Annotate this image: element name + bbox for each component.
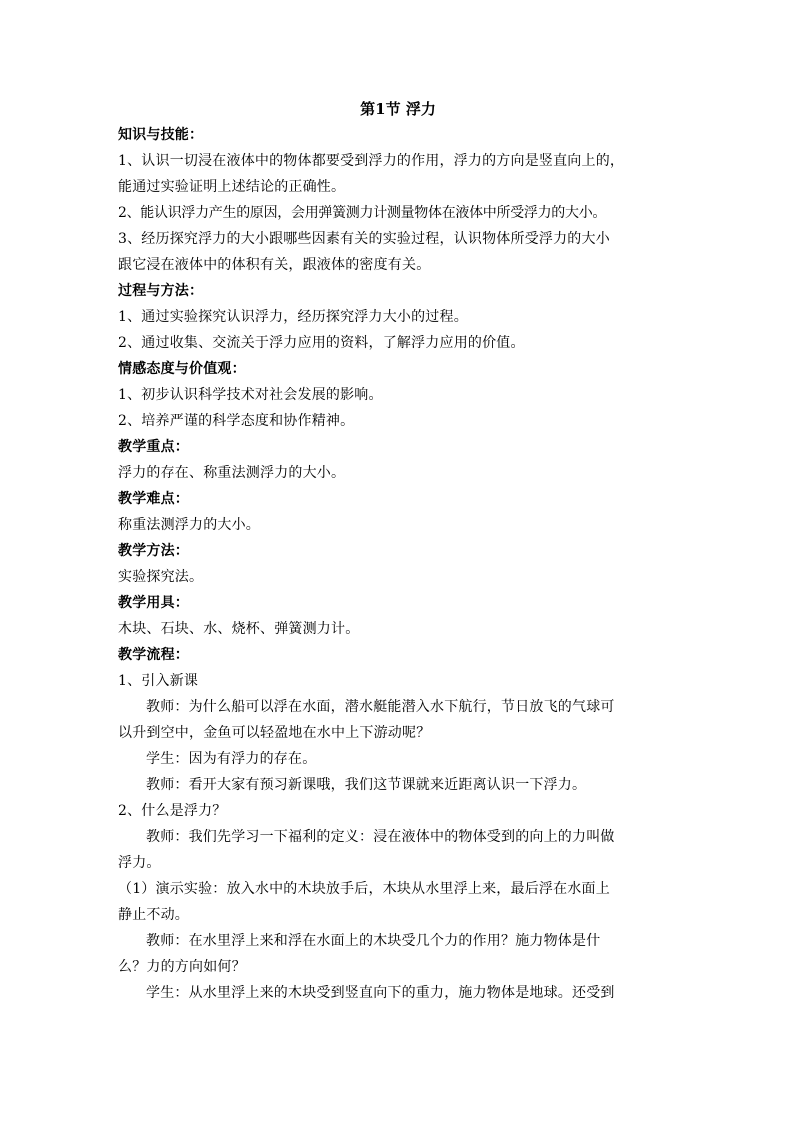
dialogue-line: 教师：为什么船可以浮在水面，潜水艇能潜入水下航行，节日放飞的气球可 [146,699,615,715]
section-heading: 过程与方法： [118,283,204,299]
body-line: 2、什么是浮力？ [118,803,227,819]
body-line: 2、通过收集、交流关于浮力应用的资料，了解浮力应用的价值。 [118,335,525,351]
dialogue-line: 教师：我们先学习一下福利的定义：浸在液体中的物体受到的向上的力叫做 [146,829,615,845]
body-line: 2、能认识浮力产生的原因，会用弹簧测力计测量物体在液体中所受浮力的大小。 [118,205,607,221]
dialogue-line: 学生：从水里浮上来的木块受到竖直向下的重力，施力物体是地球。还受到 [146,985,615,1001]
section-heading: 知识与技能： [118,127,204,143]
dialogue-line: 学生：因为有浮力的存在。 [146,751,317,767]
body-line: 称重法测浮力的大小。 [118,517,260,533]
body-line: 浮力的存在、称重法测浮力的大小。 [118,465,346,481]
document-title: 第1节 浮力 [360,100,436,118]
body-line: 2、培养严谨的科学态度和协作精神。 [118,413,355,429]
document-body [118,122,678,1006]
body-line: 么？力的方向如何？ [118,959,246,975]
body-line: 1、通过实验探究认识浮力，经历探究浮力大小的过程。 [118,309,468,325]
body-line: 以升到空中，金鱼可以轻盈地在水中上下游动呢？ [118,725,431,741]
body-line: 能通过实验证明上述结论的正确性。 [118,179,346,195]
dialogue-line: 教师：看开大家有预习新课哦，我们这节课就来近距离认识一下浮力。 [146,777,587,793]
body-line: 实验探究法。 [118,569,204,585]
dialogue-line: 教师：在水里浮上来和浮在水面上的木块受几个力的作用？施力物体是什 [146,933,601,949]
section-heading: 教学用具： [118,595,189,611]
section-heading: 教学流程： [118,647,189,663]
body-line: 1、认识一切浸在液体中的物体都要受到浮力的作用，浮力的方向是竖直向上的， [118,153,625,169]
body-line: 1、初步认识科学技术对社会发展的影响。 [118,387,383,403]
section-heading: 教学重点： [118,439,189,455]
body-line: （1）演示实验：放入水中的木块放手后，木块从水里浮上来，最后浮在水面上 [118,881,610,897]
body-line: 跟它浸在液体中的体积有关，跟液体的密度有关。 [118,257,431,273]
body-line: 浮力。 [118,855,161,871]
body-line: 静止不动。 [118,907,189,923]
body-line: 1、引入新课 [118,673,199,689]
section-heading: 情感态度与价值观： [118,361,246,377]
body-line: 木块、石块、水、烧杯、弹簧测力计。 [118,621,360,637]
section-heading: 教学方法： [118,543,189,559]
body-line: 3、经历探究浮力的大小跟哪些因素有关的实验过程，认识物体所受浮力的大小 [118,231,610,247]
section-heading: 教学难点： [118,491,189,507]
document-page [118,96,678,1006]
